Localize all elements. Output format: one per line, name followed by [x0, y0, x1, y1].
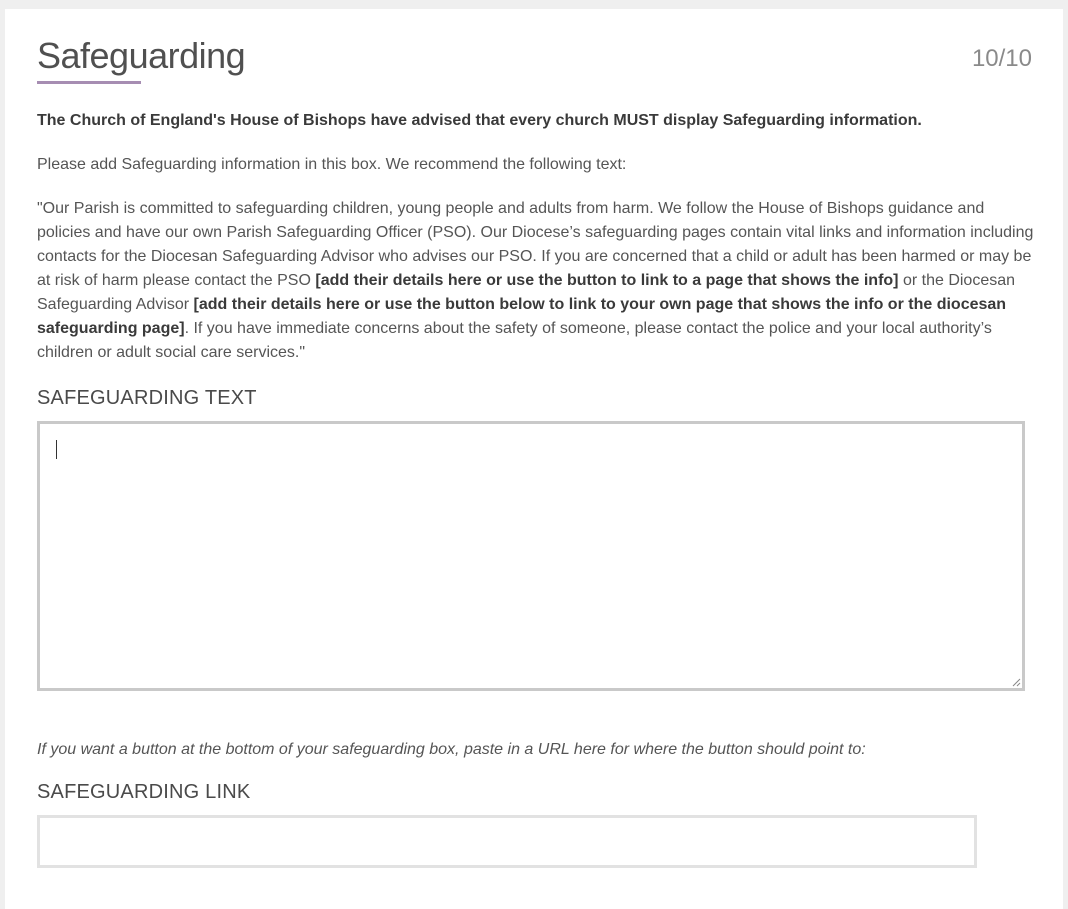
safeguarding-text-area[interactable]	[37, 421, 1025, 691]
title-underline	[37, 81, 141, 84]
warning-text: The Church of England's House of Bishops have advised that every church MUST display Safeguarding information.	[37, 112, 922, 129]
recommended-text-bold2: [add their details here or use the button below to link to your own page that shows the info or the diocesan safeguarding page]	[37, 296, 1007, 337]
safeguarding-link-input[interactable]	[37, 815, 977, 868]
instruction-text: Please add Safeguarding information in this box. We recommend the following text:	[37, 156, 627, 173]
recommended-text	[37, 197, 1037, 365]
intro-content	[37, 109, 1037, 365]
safeguarding-card	[5, 9, 1063, 909]
recommended-text-part3: . If you have immediate concerns about the safety of someone, please contact the police and your local authority’s children or adult social care services."	[37, 320, 992, 361]
safeguarding-text-label: SAFEGUARDING TEXT	[37, 387, 257, 409]
resize-grip-icon[interactable]	[1011, 677, 1021, 687]
step-counter: 10/10	[971, 45, 1032, 72]
page-title: Safeguarding	[37, 35, 246, 76]
safeguarding-link-label: SAFEGUARDING LINK	[37, 781, 251, 803]
recommended-text-bold1: [add their details here or use the button to link to a page that shows the info]	[315, 272, 899, 289]
link-hint-text: If you want a button at the bottom of your safeguarding box, paste in a URL here for where the button should point to:	[37, 741, 866, 758]
recommended-text-part2: or the Diocesan Safeguarding Advisor	[37, 272, 1016, 313]
recommended-text-part1: "Our Parish is committed to safeguarding children, young people and adults from harm. We follow the House of Bishops guidance and policies and have our own Parish Safeguarding Officer (PSO). Our Diocese’s safeguarding pages contain vital links and information including contacts for the Diocesan Safeguarding Advisor who advises our PSO. If you are concerned that a child or adult has been harmed or may be at risk of harm please contact the PSO	[37, 200, 1034, 289]
text-cursor	[56, 440, 57, 459]
